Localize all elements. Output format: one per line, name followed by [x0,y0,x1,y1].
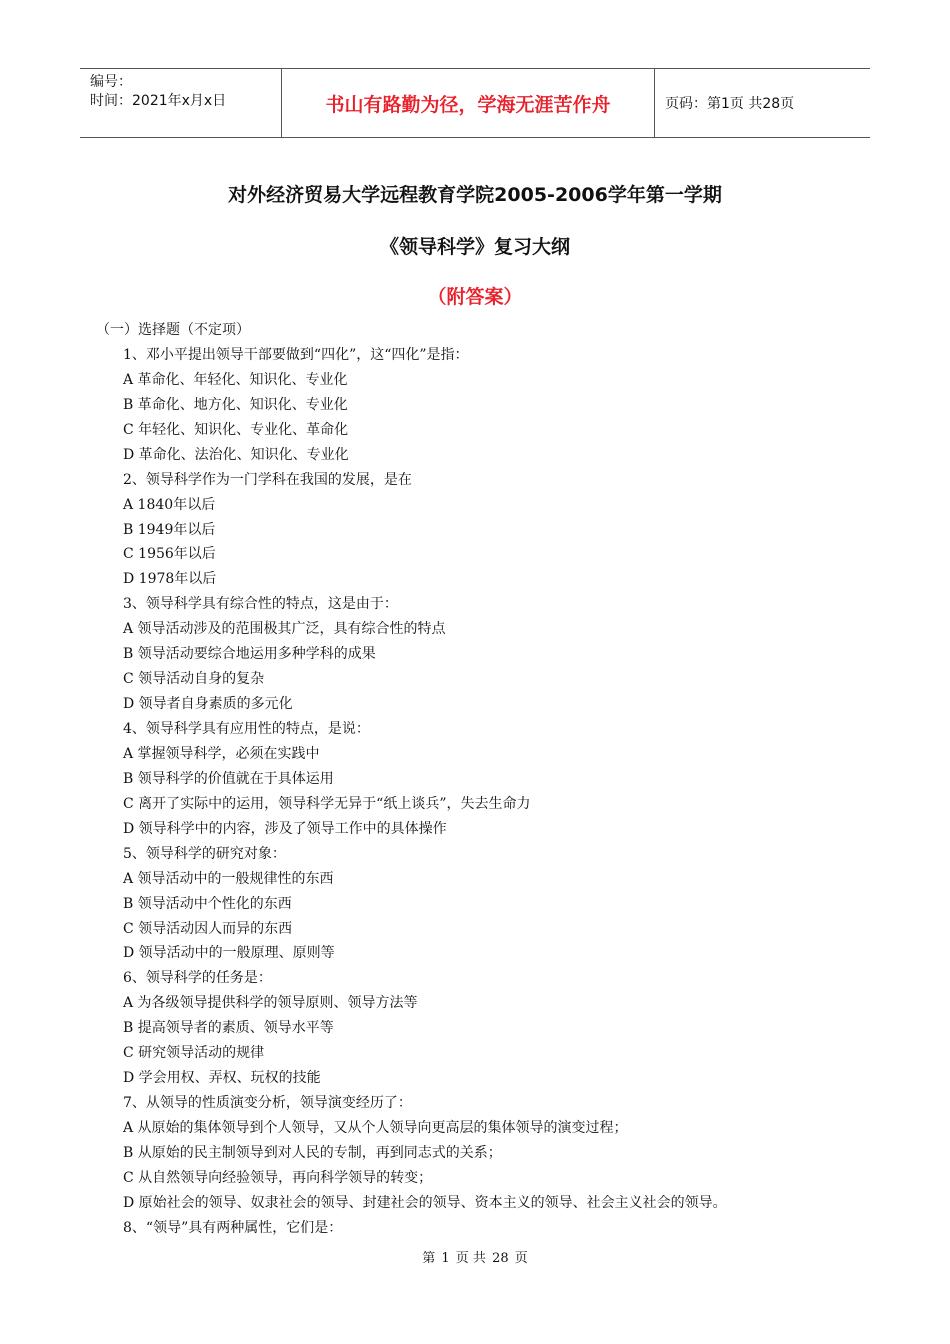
answer-option: C 1956年以后 [123,546,216,563]
answer-option: B 革命化、地方化、知识化、专业化 [123,396,348,413]
document-title: 对外经济贸易大学远程教育学院2005-2006学年第一学期 [228,184,722,206]
question-text: 7、从领导的性质演变分析，领导演变经历了： [123,1095,412,1112]
answer-option: C 研究领导活动的规律 [123,1045,265,1062]
footer-mid: 页 共 [455,1251,486,1266]
answer-option: A 革命化、年轻化、知识化、专业化 [123,371,348,388]
header-meta [80,69,281,137]
answer-option: D 革命化、法治化、知识化、专业化 [123,446,349,463]
answer-option: B 提高领导者的素质、领导水平等 [123,1020,334,1037]
answer-option: C 离开了实际中的运用，领导科学无异于“纸上谈兵”，失去生命力 [123,795,531,812]
question-text: 2、领导科学作为一门学科在我国的发展，是在 [123,471,412,488]
answer-option: C 从自然领导向经验领导，再向科学领导的转变； [123,1169,433,1186]
answer-option: B 领导科学的价值就在于具体运用 [123,770,334,787]
answer-option: A 1840年以后 [123,496,216,513]
header-motto: 书山有路勤为径，学海无涯苦作舟 [281,69,655,137]
question-text: 3、领导科学具有综合性的特点，这是由于： [123,596,398,613]
section-heading: （一）选择题（不定项） [96,322,250,338]
answer-option: B 领导活动中个性化的东西 [123,895,292,912]
question-text: 4、领导科学具有应用性的特点，是说： [123,721,370,737]
answer-option: D 1978年以后 [123,571,217,588]
answer-option: A 掌握领导科学，必须在实践中 [123,745,320,762]
question-list [96,318,886,1241]
question-text: 1、邓小平提出领导干部要做到“四化”，这“四化”是指： [123,346,469,363]
answer-option: D 领导科学中的内容，涉及了领导工作中的具体操作 [123,820,447,837]
answer-option: C 领导活动自身的复杂 [123,671,265,688]
page-footer [0,1247,950,1266]
footer-total-pages: 28 [492,1251,509,1266]
answer-option: B 从原始的民主制领导到对人民的专制，再到同志式的关系； [123,1144,502,1161]
answer-note: （附答案） [427,286,523,308]
course-title: 《领导科学》复习大纲 [379,236,570,258]
answer-option: C 年轻化、知识化、专业化、革命化 [123,421,349,438]
answer-option: D 领导者自身素质的多元化 [123,696,293,713]
answer-option: A 从原始的集体领导到个人领导，又从个人领导向更高层的集体领导的演变过程； [123,1120,628,1136]
question-text: 6、领导科学的任务是： [123,970,272,987]
answer-option: D 学会用权、弄权、玩权的技能 [123,1070,321,1087]
answer-option: D 领导活动中的一般原理、原则等 [123,945,335,962]
footer-page-number: 1 [441,1251,450,1266]
question-text: 8、“领导”具有两种属性，它们是： [123,1219,343,1236]
answer-option: A 领导活动中的一般规律性的东西 [123,870,334,887]
page-header [80,68,870,138]
answer-option: B 领导活动要综合地运用多种学科的成果 [123,646,376,663]
document-time-label: 时间：2021年x月x日 [90,93,227,109]
header-page-info: 页码：第1页 共28页 [665,96,795,112]
answer-option: B 1949年以后 [123,521,216,538]
footer-prefix: 第 [422,1251,436,1266]
footer-suffix: 页 [514,1251,528,1266]
question-text: 5、领导科学的研究对象： [123,845,286,862]
document-number-label: 编号： [90,74,132,90]
answer-option: A 为各级领导提供科学的领导原则、领导方法等 [123,995,418,1012]
answer-option: A 领导活动涉及的范围极其广泛，具有综合性的特点 [123,621,446,638]
answer-option: C 领导活动因人而异的东西 [123,920,293,937]
answer-option: D 原始社会的领导、奴隶社会的领导、封建社会的领导、资本主义的领导、社会主义社会的领导。 [123,1194,727,1211]
